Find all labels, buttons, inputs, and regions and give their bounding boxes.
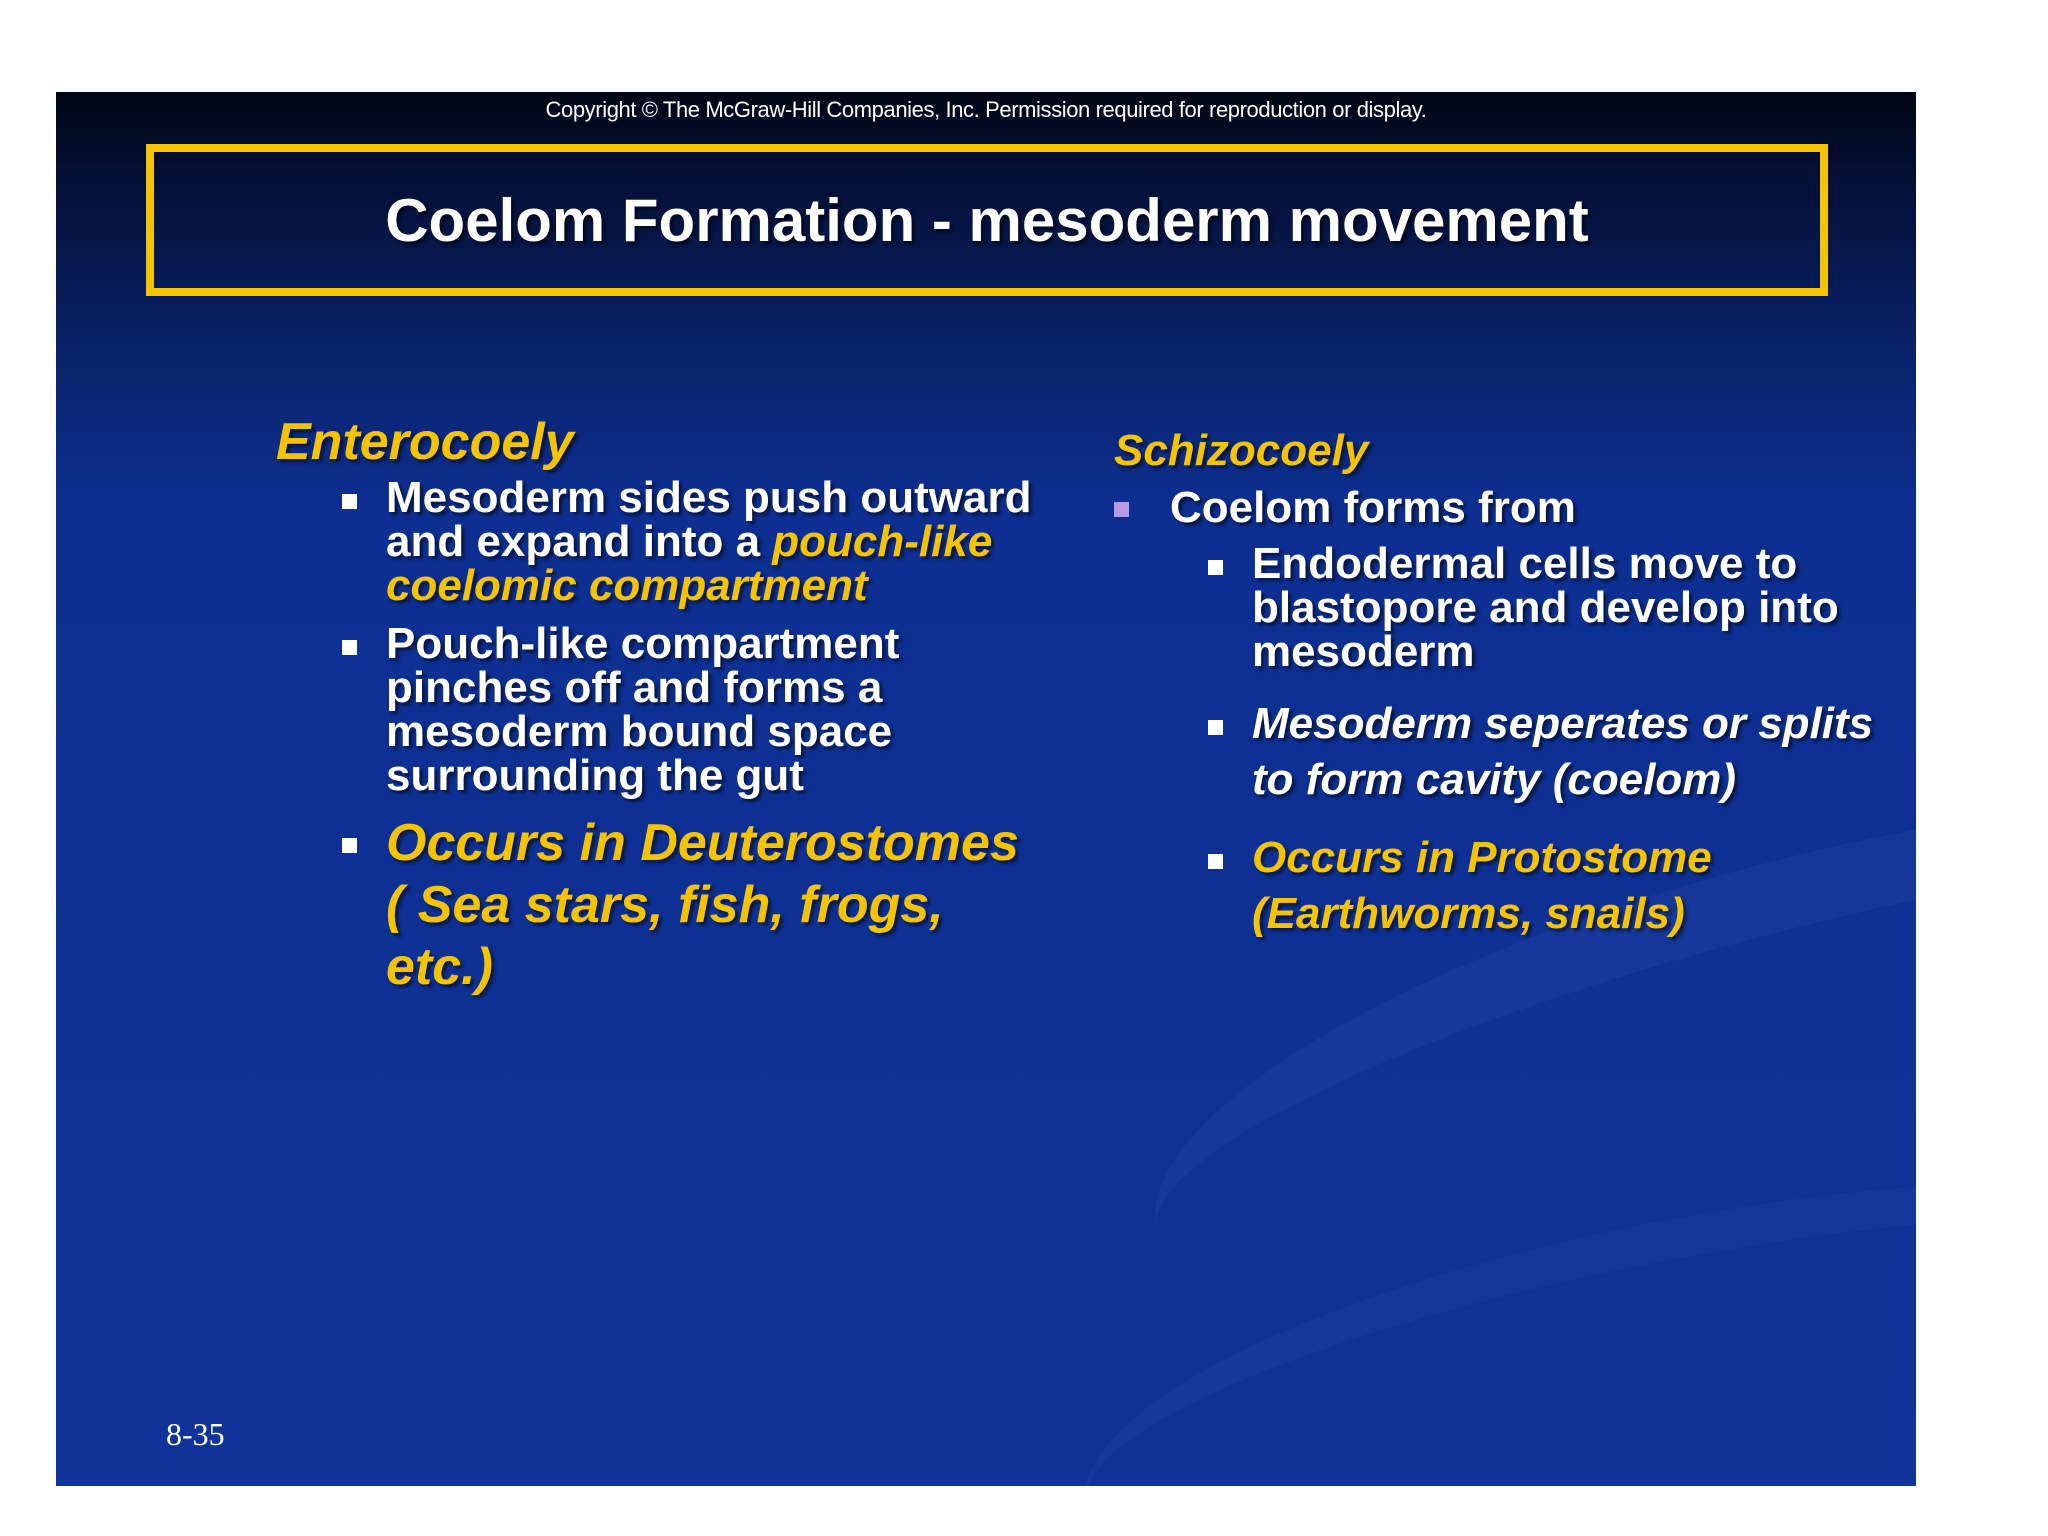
square-bullet-icon xyxy=(342,838,357,853)
list-item xyxy=(342,812,1036,998)
schizocoely-heading: Schizocoely xyxy=(1114,426,1369,475)
slide-title: Coelom Formation - mesoderm movement xyxy=(385,186,1589,254)
list-item-text: Mesoderm seperates or splits to form cavity (coelom) xyxy=(1252,699,1874,804)
enterocoely-column xyxy=(276,412,1036,998)
list-item-text: Pouch-like compartment pinches off and forms a mesoderm bound space surrounding the gut xyxy=(386,619,900,800)
title-frame xyxy=(146,144,1828,296)
list-item xyxy=(1114,482,1894,534)
copyright-notice: Copyright © The McGraw-Hill Companies, Inc. Permission required for reproduction or display. xyxy=(545,97,1427,122)
square-bullet-icon xyxy=(342,494,357,509)
list-item-text: Occurs in Protostome (Earthworms, snails) xyxy=(1252,833,1712,938)
list-item xyxy=(342,473,1036,610)
page-number: 8-35 xyxy=(166,1416,225,1452)
square-bullet-icon xyxy=(1208,720,1223,735)
enterocoely-heading: Enterocoely xyxy=(276,413,574,471)
list-item xyxy=(1208,696,1894,808)
square-bullet-icon xyxy=(1208,560,1223,575)
square-bullet-icon xyxy=(1114,502,1129,517)
list-item xyxy=(1208,830,1894,942)
slide xyxy=(56,92,1916,1486)
list-item-text: Endodermal cells move to blastopore and develop into mesoderm xyxy=(1252,539,1839,676)
list-item-text: Coelom forms from xyxy=(1170,483,1576,532)
background-swoosh xyxy=(1055,1102,1916,1486)
list-item-highlight: pouch-like coelomic compartment xyxy=(386,517,993,610)
list-item-text: Mesoderm sides push outward and expand into a xyxy=(386,473,1032,566)
square-bullet-icon xyxy=(342,640,357,655)
schizocoely-list xyxy=(1114,482,1894,942)
list-item xyxy=(1208,539,1894,676)
list-item-text: Occurs in Deuterostomes ( Sea stars, fish, frogs, etc.) xyxy=(386,814,1019,996)
enterocoely-list xyxy=(276,473,1036,998)
list-item xyxy=(342,619,1036,800)
schizocoely-column xyxy=(1114,426,1894,942)
square-bullet-icon xyxy=(1208,854,1223,869)
